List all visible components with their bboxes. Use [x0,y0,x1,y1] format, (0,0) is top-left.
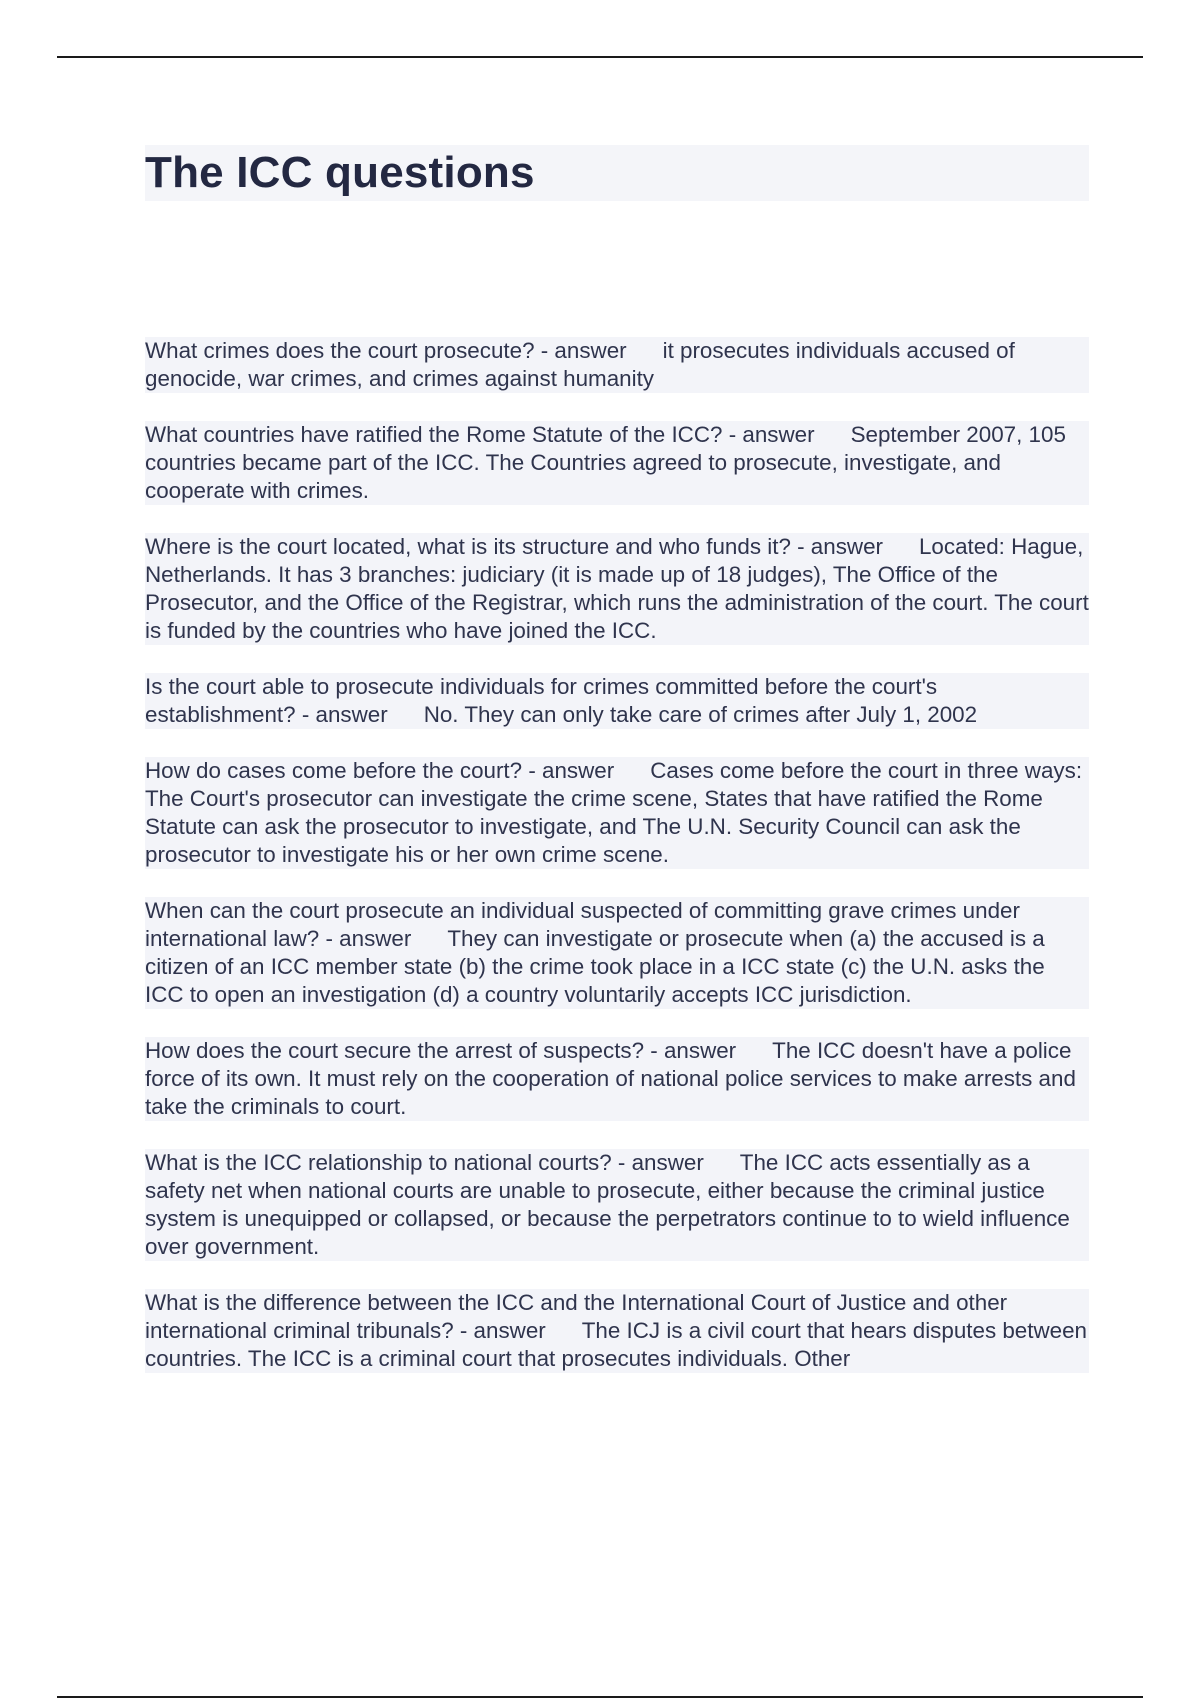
qa-list [145,337,1089,1401]
question-text: What is the difference between the ICC and the International Court of Justice and other international criminal tribunals? - answer [145,1290,1008,1343]
qa-item [145,757,1089,869]
qa-item [145,897,1089,1009]
answer-text: September 2007, 105 countries became part of the ICC. The Countries agreed to prosecute, investigate, and cooperate with crimes. [145,422,1066,503]
question-text: How do cases come before the court? - answer [145,758,615,783]
qa-item [145,337,1089,393]
question-text: Is the court able to prosecute individuals for crimes committed before the court's establishment? - answer [145,674,938,727]
qa-item [145,673,1089,729]
qa-item [145,533,1089,645]
answer-text: They can investigate or prosecute when (a) the accused is a citizen of an ICC member state (b) the crime took place in a ICC state (c) the U.N. asks the ICC to open an investigation (d) a country voluntarily accepts ICC jurisdiction. [145,926,1045,1007]
answer-text: The ICJ is a civil court that hears disputes between countries. The ICC is a criminal court that prosecutes individuals. Other [145,1318,1088,1371]
question-text: What countries have ratified the Rome Statute of the ICC? - answer [145,422,815,447]
qa-item [145,1289,1089,1373]
question-text: Where is the court located, what is its structure and who funds it? - answer [145,534,883,559]
answer-text: The ICC doesn't have a police force of its own. It must rely on the cooperation of national police services to make arrests and take the criminals to court. [145,1038,1076,1119]
top-divider [57,56,1143,58]
bottom-divider [57,1696,1143,1698]
qa-item [145,1149,1089,1261]
qa-item [145,421,1089,505]
qa-item [145,1037,1089,1121]
answer-text: Located: Hague, Netherlands. It has 3 branches: judiciary (it is made up of 18 judges), The Office of the Prosecutor, and the Office of the Registrar, which runs the administration of the court. The court is funded by the countries who have joined the ICC. [145,534,1089,643]
title-block [145,145,1089,201]
answer-text: No. They can only take care of crimes after July 1, 2002 [423,702,978,727]
page-title: The ICC questions [145,148,535,197]
answer-text: it prosecutes individuals accused of genocide, war crimes, and crimes against humanity [145,338,1015,391]
answer-text: The ICC acts essentially as a safety net when national courts are unable to prosecute, either because the criminal justice system is unequipped or collapsed, or because the perpetrators continue to to wield influence over government. [145,1150,1070,1259]
question-text: How does the court secure the arrest of suspects? - answer [145,1038,737,1063]
answer-text: Cases come before the court in three ways: The Court's prosecutor can investigate the crime scene, States that have ratified the Rome Statute can ask the prosecutor to investigate, and The U.N. Security Council can ask the prosecutor to investigate his or her own crime scene. [145,758,1083,867]
question-text: When can the court prosecute an individual suspected of committing grave crimes under international law? - answer [145,898,1020,951]
question-text: What crimes does the court prosecute? - answer [145,338,627,363]
question-text: What is the ICC relationship to national courts? - answer [145,1150,704,1175]
